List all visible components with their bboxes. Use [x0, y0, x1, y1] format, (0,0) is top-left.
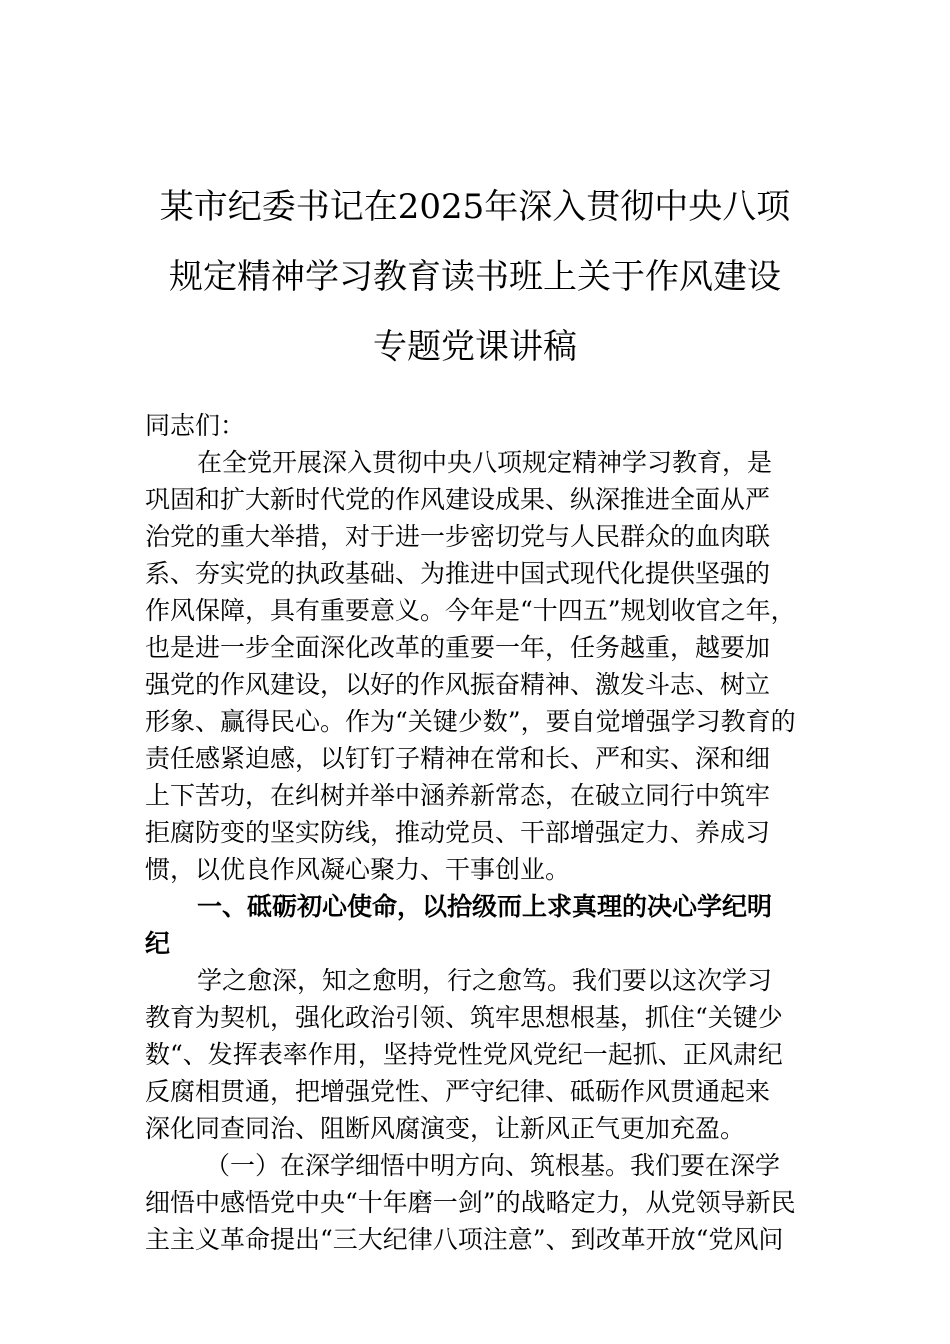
paragraph-line: 反腐相贯通，把增强党性、严守纪律、砥砺作风贯通起来 — [145, 1077, 771, 1106]
heading-line: 一、砥砺初心使命，以拾级而上求真理的决心学纪明 — [197, 892, 773, 921]
section-heading-1 — [145, 888, 807, 962]
paragraph-line: （一）在深学细悟中明方向、筑根基。我们要在深学 — [205, 1151, 781, 1180]
paragraph-line: 细悟中感悟党中央“十年磨一剑”的战略定力，从党领导新民 — [145, 1188, 796, 1217]
title-line-3: 专题党课讲稿 — [373, 327, 577, 367]
paragraph-3 — [145, 1147, 807, 1258]
paragraph-line: 教育为契机，强化政治引领、筑牢思想根基，抓住“关键少 — [145, 1003, 783, 1032]
paragraph-2 — [145, 962, 807, 1147]
document-body — [145, 407, 807, 1258]
paragraph-line: 也是进一步全面深化改革的重要一年，任务越重，越要加 — [145, 633, 771, 662]
paragraph-line: 作风保障，具有重要意义。今年是“十四五”规划收官之年， — [145, 596, 796, 625]
heading-line: 纪 — [145, 929, 171, 958]
paragraph-line: 巩固和扩大新时代党的作风建设成果、纵深推进全面从严 — [145, 485, 771, 514]
paragraph-line: 上下苦功，在纠树并举中涵养新常态，在破立同行中筑牢 — [145, 781, 771, 810]
title-line-2: 规定精神学习教育读书班上关于作风建设 — [169, 257, 781, 297]
paragraph-line: 惯，以优良作风凝心聚力、干事创业。 — [145, 855, 571, 884]
paragraph-line: 强党的作风建设，以好的作风振奋精神、激发斗志、树立 — [145, 670, 771, 699]
salutation: 同志们： — [145, 411, 246, 440]
paragraph-line: 系、夯实党的执政基础、为推进中国式现代化提供坚强的 — [145, 559, 771, 588]
paragraph-1 — [145, 444, 807, 888]
paragraph-line: 数“、发挥表率作用，坚持党性党风党纪一起抓、正风肃纪 — [145, 1040, 783, 1069]
paragraph-line: 拒腐防变的坚实防线，推动党员、干部增强定力、养成习 — [145, 818, 771, 847]
paragraph-line: 深化同查同治、阻断风腐演变，让新风正气更加充盈。 — [145, 1114, 746, 1143]
paragraph-line: 形象、赢得民心。作为“关键少数”，要自觉增强学习教育的 — [145, 707, 796, 736]
paragraph-line: 主主义革命提出“三大纪律八项注意”、到改革开放“党风问 — [145, 1225, 784, 1254]
paragraph-line: 责任感紧迫感，以钉钉子精神在常和长、严和实、深和细 — [145, 744, 771, 773]
paragraph-line: 治党的重大举措，对于进一步密切党与人民群众的血肉联 — [145, 522, 771, 551]
paragraph-line: 学之愈深，知之愈明，行之愈笃。我们要以这次学习 — [197, 966, 773, 995]
paragraph-line: 在全党开展深入贯彻中央八项规定精神学习教育，是 — [197, 448, 773, 477]
title-line-1: 某市纪委书记在2025年深入贯彻中央八项 — [159, 187, 791, 227]
document-title — [120, 172, 830, 382]
